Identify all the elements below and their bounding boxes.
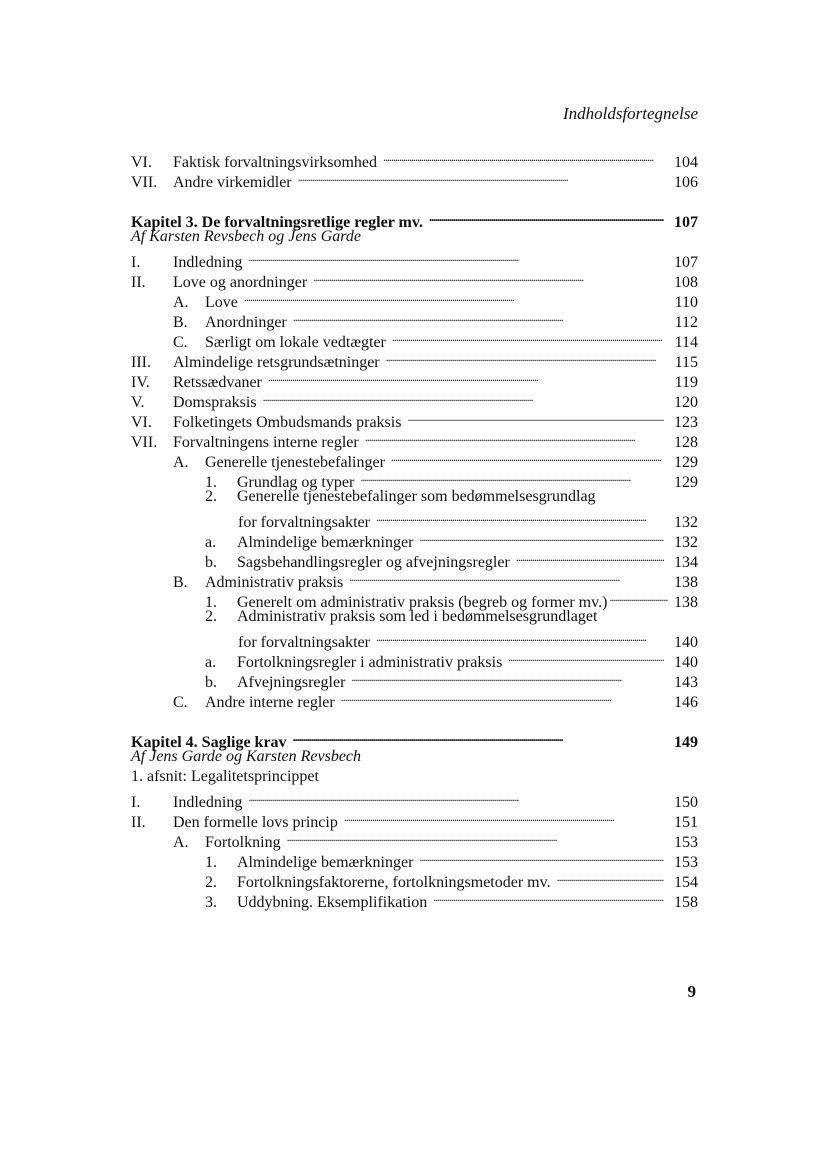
entry-page: 128 bbox=[674, 434, 698, 451]
entry-title: Retssædvaner bbox=[173, 374, 262, 391]
entry-title: Faktisk forvaltningsvirksomhed bbox=[173, 154, 377, 171]
entry-page: 115 bbox=[674, 354, 698, 371]
entry-title: Love bbox=[205, 294, 238, 311]
entry-title: Generelt om administrativ praksis (begreb og former mv.) bbox=[237, 594, 608, 611]
entry-number: C. bbox=[173, 694, 188, 711]
entry-page: 143 bbox=[674, 674, 698, 691]
entry-page: 146 bbox=[674, 694, 698, 711]
entry-page: 132 bbox=[674, 514, 698, 531]
dot-leader bbox=[293, 307, 664, 327]
dot-leader bbox=[376, 507, 664, 527]
entry-page: 151 bbox=[674, 814, 698, 831]
dot-leader bbox=[287, 827, 664, 847]
entry-title: Fortolkningsregler i administrativ praksis bbox=[237, 654, 503, 671]
entry-title: Særligt om lokale vedtægter bbox=[205, 334, 386, 351]
entry-title: Almindelige bemærkninger bbox=[237, 534, 414, 551]
entry-title: Grundlag og typer bbox=[237, 474, 355, 491]
dot-leader bbox=[383, 147, 664, 167]
chapter-title: Kapitel 4. Saglige krav bbox=[131, 734, 287, 751]
entry-title: Generelle tjenestebefalinger bbox=[205, 454, 385, 471]
dot-leader bbox=[263, 387, 664, 407]
entry-number: 3. bbox=[205, 894, 217, 911]
dot-leader bbox=[609, 587, 668, 607]
toc-entry[interactable] bbox=[131, 527, 698, 551]
entry-number: 2. bbox=[205, 488, 217, 505]
entry-title: Folketingets Ombudsmands praksis bbox=[173, 414, 402, 431]
entry-page: 110 bbox=[674, 294, 698, 311]
entry-page: 114 bbox=[674, 334, 698, 351]
toc-entry[interactable] bbox=[131, 147, 698, 171]
dot-leader bbox=[248, 247, 664, 267]
toc-entry[interactable] bbox=[131, 247, 698, 271]
entry-page: 106 bbox=[674, 174, 698, 191]
entry-number: II. bbox=[131, 274, 146, 291]
entry-page: 140 bbox=[674, 634, 698, 651]
entry-title-continuation: for forvaltningsakter bbox=[238, 514, 370, 531]
entry-page: 154 bbox=[674, 874, 698, 891]
entry-number: 1. bbox=[205, 594, 217, 611]
entry-number: C. bbox=[173, 334, 188, 351]
entry-title: Sagsbehandlingsregler og afvejningsregler bbox=[237, 554, 510, 571]
entry-number: I. bbox=[131, 254, 141, 271]
toc-entry[interactable] bbox=[131, 787, 698, 811]
dot-leader bbox=[293, 727, 664, 747]
entry-page: 104 bbox=[674, 154, 698, 171]
entry-page: 108 bbox=[674, 274, 698, 291]
entry-page: 119 bbox=[674, 374, 698, 391]
dot-leader bbox=[268, 367, 664, 387]
entry-number: 2. bbox=[205, 608, 217, 625]
entry-number: b. bbox=[205, 674, 217, 691]
dot-leader bbox=[360, 467, 664, 487]
entry-title: Andre interne regler bbox=[205, 694, 335, 711]
entry-number: A. bbox=[173, 834, 189, 851]
entry-title: Fortolkningsfaktorerne, fortolkningsmetoder mv. bbox=[237, 874, 551, 891]
entry-title: Love og anordninger bbox=[173, 274, 308, 291]
entry-number: A. bbox=[173, 294, 189, 311]
entry-number: b. bbox=[205, 554, 217, 571]
dot-leader bbox=[419, 847, 664, 867]
dot-leader bbox=[351, 667, 664, 687]
entry-title: Forvaltningens interne regler bbox=[173, 434, 359, 451]
entry-number: IV. bbox=[131, 374, 150, 391]
entry-title: Indledning bbox=[173, 254, 243, 271]
entry-number: VI. bbox=[131, 414, 152, 431]
entry-number: B. bbox=[173, 314, 188, 331]
entry-title: Den formelle lovs princip bbox=[173, 814, 338, 831]
entry-number: III. bbox=[131, 354, 151, 371]
entry-number: 1. bbox=[205, 854, 217, 871]
dot-leader bbox=[341, 687, 664, 707]
dot-leader bbox=[516, 547, 664, 567]
chapter-3-byline: Af Karsten Revsbech og Jens Garde bbox=[131, 228, 362, 245]
chapter-title: Kapitel 3. De forvaltningsretlige regler mv. bbox=[131, 214, 423, 231]
entry-page: 112 bbox=[674, 314, 698, 331]
entry-number: a. bbox=[205, 654, 217, 671]
dot-leader bbox=[376, 627, 664, 647]
entry-title: Almindelige retsgrundsætninger bbox=[173, 354, 380, 371]
entry-title: Domspraksis bbox=[173, 394, 257, 411]
entry-page: 150 bbox=[674, 794, 698, 811]
entry-title: Administrativ praksis bbox=[205, 574, 344, 591]
entry-page: 153 bbox=[674, 834, 698, 851]
dot-leader bbox=[508, 647, 664, 667]
entry-number: VII. bbox=[131, 434, 158, 451]
entry-page: 138 bbox=[674, 594, 698, 611]
entry-title: Generelle tjenestebefalinger som bedømmelsesgrundlag bbox=[237, 488, 596, 505]
toc-entry-continuation[interactable] bbox=[131, 627, 698, 651]
dot-leader bbox=[419, 527, 664, 547]
entry-page: 158 bbox=[674, 894, 698, 911]
entry-page: 123 bbox=[674, 414, 698, 431]
dot-leader bbox=[433, 887, 664, 907]
entry-page: 149 bbox=[674, 734, 698, 751]
dot-leader bbox=[349, 567, 664, 587]
entry-number: VII. bbox=[131, 174, 158, 191]
entry-number: 2. bbox=[205, 874, 217, 891]
dot-leader bbox=[557, 867, 664, 887]
running-head: Indholdsfortegnelse bbox=[562, 104, 698, 123]
dot-leader bbox=[391, 447, 664, 467]
entry-title: Afvejningsregler bbox=[237, 674, 346, 691]
chapter-4-heading[interactable] bbox=[131, 727, 698, 751]
toc-entry[interactable] bbox=[131, 487, 698, 507]
entry-page: 107 bbox=[674, 254, 698, 271]
dot-leader bbox=[407, 407, 664, 427]
entry-number: 1. bbox=[205, 474, 217, 491]
toc-entry-continuation[interactable] bbox=[131, 507, 698, 531]
table-of-contents bbox=[131, 147, 698, 911]
dot-leader bbox=[244, 287, 664, 307]
dot-leader bbox=[313, 267, 664, 287]
dot-leader bbox=[365, 427, 664, 447]
entry-page: 138 bbox=[674, 574, 698, 591]
entry-title-continuation: for forvaltningsakter bbox=[238, 634, 370, 651]
dot-leader bbox=[344, 807, 664, 827]
entry-number: A. bbox=[173, 454, 189, 471]
entry-number: II. bbox=[131, 814, 146, 831]
section-heading: 1. afsnit: Legalitetsprincippet bbox=[131, 768, 319, 785]
entry-page: 132 bbox=[674, 534, 698, 551]
entry-page: 107 bbox=[674, 214, 698, 231]
entry-page: 153 bbox=[674, 854, 698, 871]
chapter-4-byline: Af Jens Garde og Karsten Revsbech bbox=[131, 748, 362, 765]
dot-leader bbox=[298, 167, 664, 187]
entry-number: V. bbox=[131, 394, 145, 411]
toc-entry[interactable] bbox=[131, 607, 698, 627]
dot-leader bbox=[248, 787, 664, 807]
entry-page: 140 bbox=[674, 654, 698, 671]
chapter-3-heading[interactable] bbox=[131, 207, 698, 231]
dot-leader bbox=[392, 327, 664, 347]
entry-number: a. bbox=[205, 534, 217, 551]
entry-page: 134 bbox=[674, 554, 698, 571]
entry-page: 120 bbox=[674, 394, 698, 411]
entry-page: 129 bbox=[674, 454, 698, 471]
entry-title: Andre virkemidler bbox=[173, 174, 292, 191]
entry-number: B. bbox=[173, 574, 188, 591]
entry-title: Indledning bbox=[173, 794, 243, 811]
entry-number: I. bbox=[131, 794, 141, 811]
dot-leader bbox=[386, 347, 664, 367]
entry-title: Uddybning. Eksemplifikation bbox=[237, 894, 428, 911]
entry-page: 129 bbox=[674, 474, 698, 491]
entry-title: Almindelige bemærkninger bbox=[237, 854, 414, 871]
entry-number: VI. bbox=[131, 154, 152, 171]
page-number: 9 bbox=[687, 982, 696, 1001]
entry-title: Anordninger bbox=[205, 314, 287, 331]
dot-leader bbox=[429, 207, 664, 227]
entry-title: Fortolkning bbox=[205, 834, 281, 851]
entry-title: Administrativ praksis som led i bedømmelsesgrundlaget bbox=[237, 608, 598, 625]
toc-entry[interactable] bbox=[131, 647, 698, 671]
